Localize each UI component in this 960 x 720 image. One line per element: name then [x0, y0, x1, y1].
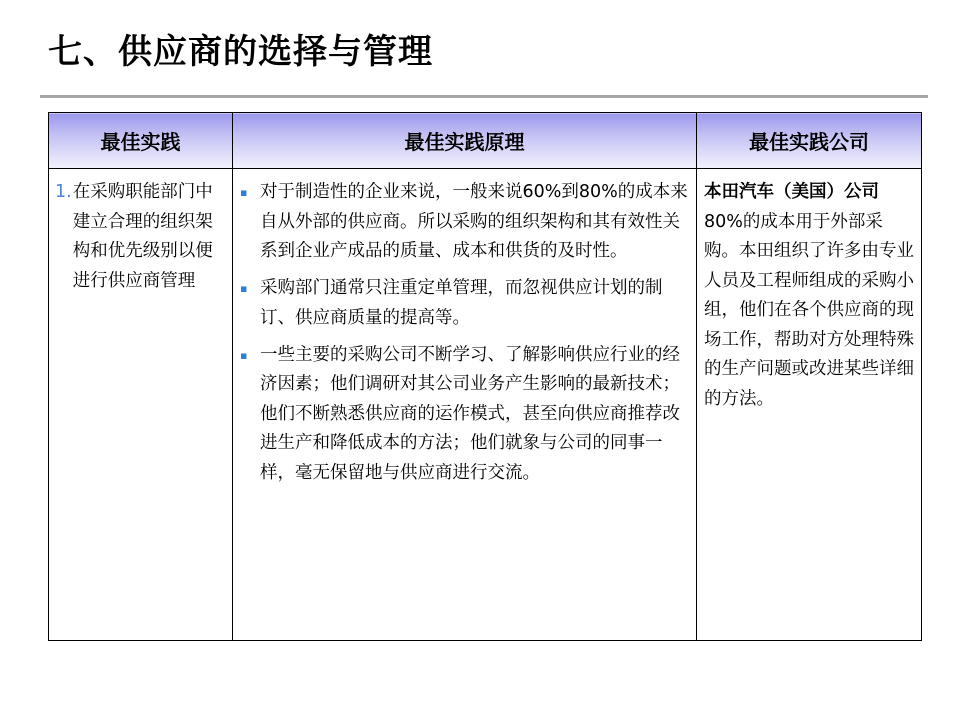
table-row	[49, 169, 922, 641]
practice-item	[55, 178, 228, 296]
principle-text: 对于制造性的企业来说，一般来说60%到80%的成本来自从外部的供应商。所以采购的组织架构和其有效性关系到企业产成品的质量、成本和供货的及时性。	[260, 182, 688, 261]
best-practice-table	[48, 112, 922, 641]
square-bullet-icon: ▪	[240, 348, 248, 362]
principle-cell	[233, 169, 697, 641]
header-practice-principle: 最佳实践原理	[233, 113, 697, 169]
slide-title: 七、供应商的选择与管理	[48, 32, 433, 72]
principle-text: 一些主要的采购公司不断学习、了解影响供应行业的经济因素；他们调研对其公司业务产生影响的最新技术；他们不断熟悉供应商的运作模式，甚至向供应商推荐改进生产和降低成本的方法；他们就象与公司的同事一样，毫无保留地与供应商进行交流。	[260, 344, 680, 483]
title-divider	[40, 95, 928, 98]
principle-text: 采购部门通常只注重定单管理，而忽视供应计划的制订、供应商质量的提高等。	[260, 278, 663, 328]
practice-cell	[49, 169, 233, 641]
header-practice-company: 最佳实践公司	[697, 113, 922, 169]
principle-item	[240, 274, 696, 333]
company-description: 80%的成本用于外部采购。本田组织了许多由专业人员及工程师组成的采购小组，他们在各个供应商的现场工作，帮助对方处理特殊的生产问题或改进某些详细的方法。	[704, 211, 914, 409]
practice-text: 在采购职能部门中建立合理的组织架构和优先级别以便进行供应商管理	[72, 182, 213, 291]
practice-number: 1.	[55, 182, 72, 202]
square-bullet-icon: ▪	[240, 282, 248, 295]
company-cell	[697, 169, 922, 641]
table-header-row	[49, 113, 922, 169]
header-best-practice: 最佳实践	[49, 113, 233, 169]
company-name: 本田汽车（美国）公司	[704, 182, 879, 202]
principle-item	[240, 178, 696, 267]
principle-item	[240, 341, 696, 489]
square-bullet-icon: ▪	[240, 186, 248, 199]
